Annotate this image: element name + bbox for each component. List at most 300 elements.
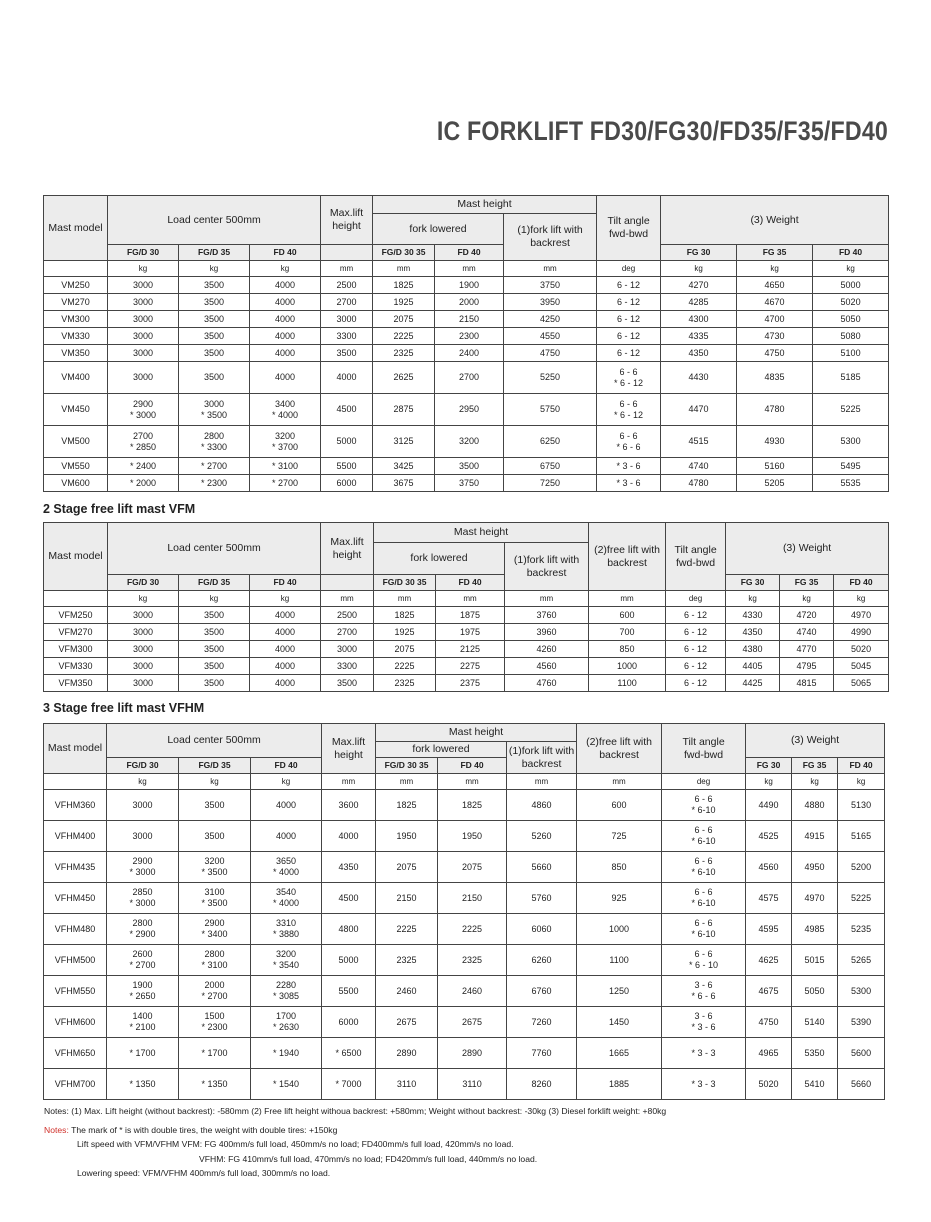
cell-text: 3500 [203, 347, 225, 358]
cell-text: 4350 [338, 861, 359, 872]
col-fgd30: FG/D 30 [108, 575, 179, 591]
value-cell [792, 1069, 838, 1100]
cell-text: * 6 - 12 [614, 409, 644, 420]
cell-text: 6 - 6 [694, 887, 713, 897]
cell-text: 3000 [132, 626, 154, 637]
value-cell [737, 294, 813, 311]
value-cell [376, 883, 438, 914]
value-cell [834, 658, 889, 675]
cell-text: 725 [611, 830, 627, 841]
value-cell [577, 1038, 662, 1069]
cell-text: 1100 [609, 954, 629, 965]
value-cell [504, 362, 597, 394]
value-cell [108, 328, 179, 345]
model-cell [44, 394, 108, 426]
cell-text: * 3100 [272, 460, 299, 471]
cell-text: * 3 - 6 [616, 460, 641, 471]
value-cell [108, 641, 179, 658]
cell-text: 1925 [393, 296, 414, 307]
value-cell [792, 945, 838, 976]
value-cell [374, 624, 436, 641]
value-cell [436, 641, 505, 658]
cell-text: 3000 [132, 279, 154, 290]
value-cell [737, 311, 813, 328]
cell-text: 4950 [804, 861, 825, 872]
cell-text: 4595 [758, 923, 779, 934]
cell-text: * 6-10 [691, 836, 716, 846]
value-cell [746, 914, 792, 945]
cell-text: 3500 [337, 677, 358, 688]
cell-text: * 2650 [129, 991, 156, 1001]
cell-text: 5390 [851, 1016, 872, 1027]
value-cell [108, 607, 179, 624]
value-cell [322, 945, 376, 976]
value-cell [376, 1069, 438, 1100]
col-fd40-lowered: FD 40 [436, 575, 505, 591]
value-cell [321, 624, 374, 641]
col-fg35: FG 35 [780, 575, 834, 591]
cell-text: 2225 [462, 923, 483, 934]
value-cell [179, 914, 251, 945]
cell-text: 3650 [276, 856, 297, 866]
unit-cell: mm [373, 261, 435, 277]
value-cell [597, 277, 661, 294]
cell-text: 3500 [204, 830, 225, 841]
cell-text: * 3300 [200, 441, 228, 452]
cell-text: 4425 [742, 677, 763, 688]
table-row [44, 1007, 885, 1038]
value-cell [376, 976, 438, 1007]
value-cell [108, 475, 179, 492]
cell-text: 5020 [758, 1078, 779, 1089]
unit-cell: deg [666, 591, 726, 607]
cell-text: 6 - 12 [684, 609, 708, 620]
cell-text: 2150 [462, 892, 483, 903]
cell-text: VM330 [61, 330, 90, 341]
value-cell [666, 675, 726, 692]
value-cell [374, 607, 436, 624]
cell-text: 6000 [338, 1016, 359, 1027]
unit-cell: mm [374, 591, 436, 607]
value-cell [251, 852, 322, 883]
unit-cell: kg [661, 261, 737, 277]
value-cell [577, 945, 662, 976]
value-cell [726, 658, 780, 675]
cell-text: 1665 [609, 1047, 630, 1058]
value-cell [250, 624, 321, 641]
cell-text: 4740 [688, 460, 709, 471]
value-cell [438, 976, 507, 1007]
value-cell [505, 607, 589, 624]
unit-cell: kg [107, 774, 179, 790]
model-cell [44, 426, 108, 458]
value-cell [435, 294, 504, 311]
cell-text: 3000 [337, 643, 358, 654]
value-cell [504, 294, 597, 311]
unit-cell: kg [780, 591, 834, 607]
cell-text: 2300 [459, 330, 480, 341]
value-cell [838, 790, 885, 821]
cell-text: 4990 [851, 626, 872, 637]
value-cell [780, 658, 834, 675]
cell-text: * 3 - 3 [691, 1078, 716, 1089]
value-cell [251, 1069, 322, 1100]
cell-text: 5000 [338, 954, 359, 965]
value-cell [179, 658, 250, 675]
value-cell [179, 821, 251, 852]
cell-text: 5235 [851, 923, 872, 934]
load-center-header: Load center 500mm [107, 724, 322, 758]
cell-text: VFM270 [58, 626, 93, 637]
col-fd40-weight: FD 40 [838, 758, 885, 774]
value-cell [250, 328, 321, 345]
cell-text: 6 - 6 [694, 949, 713, 959]
value-cell [577, 1007, 662, 1038]
cell-text: 6 - 6 [694, 856, 713, 866]
unit-cell: kg [179, 774, 251, 790]
value-cell [438, 914, 507, 945]
value-cell [792, 1038, 838, 1069]
cell-text: 5020 [851, 643, 872, 654]
cell-text: 2800 [132, 918, 153, 928]
cell-text: 2075 [394, 643, 415, 654]
col-fd40-weight: FD 40 [834, 575, 889, 591]
value-cell [179, 277, 250, 294]
cell-text: * 3000 [129, 898, 156, 908]
value-cell [780, 641, 834, 658]
cell-text: 1100 [617, 677, 637, 688]
model-cell [44, 362, 108, 394]
value-cell [577, 976, 662, 1007]
cell-text: 5140 [804, 1016, 825, 1027]
mast-model-header: Mast model [44, 523, 108, 591]
value-cell [107, 852, 179, 883]
value-cell [251, 821, 322, 852]
table-row [44, 362, 889, 394]
cell-text: 4270 [688, 279, 709, 290]
cell-text: 4760 [536, 677, 557, 688]
value-cell [179, 607, 250, 624]
value-cell [834, 624, 889, 641]
value-cell [597, 394, 661, 426]
value-cell [251, 1038, 322, 1069]
cell-text: 600 [611, 799, 627, 810]
value-cell [504, 277, 597, 294]
cell-text: * 3100 [201, 960, 228, 970]
cell-text: 3200 [459, 436, 480, 446]
col-fg30: FG 30 [726, 575, 780, 591]
cell-text: VM250 [61, 279, 90, 290]
value-cell [322, 852, 376, 883]
value-cell [813, 345, 889, 362]
value-cell [107, 1038, 179, 1069]
cell-text: VFHM650 [54, 1047, 96, 1058]
cell-text: * 6500 [335, 1047, 362, 1058]
cell-text: 6 - 12 [617, 313, 641, 324]
value-cell [792, 976, 838, 1007]
value-cell [435, 475, 504, 492]
value-cell [589, 641, 666, 658]
cell-text: 5050 [840, 313, 861, 324]
value-cell [661, 362, 737, 394]
value-cell [321, 311, 373, 328]
model-cell [44, 1007, 107, 1038]
value-cell [838, 945, 885, 976]
tilt-angle-header [597, 196, 661, 261]
value-cell [813, 362, 889, 394]
value-cell [792, 883, 838, 914]
cell-text: 1400 [132, 1011, 153, 1021]
cell-text: 1825 [394, 609, 415, 620]
value-cell [746, 852, 792, 883]
value-cell [438, 883, 507, 914]
value-cell [661, 294, 737, 311]
cell-text: 5300 [840, 436, 861, 446]
cell-text: 2900 [204, 918, 225, 928]
model-cell [44, 277, 108, 294]
value-cell [179, 426, 250, 458]
value-cell [737, 475, 813, 492]
value-cell [737, 426, 813, 458]
unit-cell: kg [179, 591, 250, 607]
value-cell [505, 624, 589, 641]
cell-text: 2075 [393, 313, 414, 324]
value-cell [179, 294, 250, 311]
value-cell [107, 976, 179, 1007]
col-fg35: FG 35 [737, 245, 813, 261]
value-cell [838, 1007, 885, 1038]
value-cell [250, 675, 321, 692]
value-cell [661, 426, 737, 458]
cell-text: 4350 [742, 626, 763, 637]
value-cell [813, 328, 889, 345]
cell-text: 5225 [840, 404, 861, 414]
cell-text: 3500 [459, 460, 480, 471]
value-cell [662, 1069, 746, 1100]
value-cell [577, 821, 662, 852]
model-cell [44, 976, 107, 1007]
cell-text: * 2700 [201, 991, 228, 1001]
cell-text: 2800 [203, 430, 225, 441]
cell-text: 2500 [337, 609, 358, 620]
fork-lowered-header: fork lowered [374, 543, 505, 575]
cell-text: * 1700 [201, 1047, 228, 1058]
value-cell [251, 976, 322, 1007]
cell-text: 4260 [536, 643, 557, 654]
cell-text: 3500 [203, 626, 225, 637]
cell-text: * 2000 [129, 477, 157, 488]
table-row [44, 426, 889, 458]
cell-text: 6 - 6 [619, 430, 638, 441]
value-cell [589, 658, 666, 675]
cell-text: VFHM360 [54, 799, 96, 810]
cell-text: * 3 - 6 [691, 1022, 716, 1032]
value-cell [107, 1069, 179, 1100]
model-cell [44, 311, 108, 328]
model-cell [44, 914, 107, 945]
unit-cell: kg [108, 261, 179, 277]
cell-text: * 6-10 [691, 805, 716, 815]
cell-text: * 2900 [129, 929, 156, 939]
value-cell [373, 362, 435, 394]
value-cell [108, 362, 179, 394]
value-cell [662, 821, 746, 852]
cell-text: 4000 [275, 313, 296, 324]
value-cell [438, 1038, 507, 1069]
cell-text: 2000 [459, 296, 480, 307]
value-cell [507, 821, 577, 852]
value-cell [597, 345, 661, 362]
cell-text: 6260 [531, 954, 552, 965]
value-cell [179, 852, 251, 883]
table-row [44, 821, 885, 852]
cell-text: 2460 [396, 985, 417, 996]
value-cell [435, 394, 504, 426]
cell-text: 4000 [276, 799, 297, 810]
value-cell [250, 345, 321, 362]
value-cell [661, 277, 737, 294]
cell-text: 600 [619, 609, 635, 620]
cell-text: 3960 [536, 626, 557, 637]
value-cell [376, 790, 438, 821]
value-cell [108, 294, 179, 311]
table-row [44, 790, 885, 821]
cell-text: 3000 [336, 313, 357, 324]
cell-text: 4500 [338, 892, 359, 903]
cell-text: * 4000 [273, 898, 300, 908]
value-cell [435, 345, 504, 362]
value-cell [504, 311, 597, 328]
cell-text: 1925 [394, 626, 415, 637]
cell-text: VM350 [61, 347, 90, 358]
cell-text: 6250 [540, 436, 561, 446]
model-cell [44, 328, 108, 345]
cell-text: 5535 [840, 477, 861, 488]
value-cell [597, 426, 661, 458]
value-cell [737, 345, 813, 362]
table-row [44, 394, 889, 426]
cell-text: 3110 [396, 1078, 417, 1089]
value-cell [438, 790, 507, 821]
unit-cell: kg [813, 261, 889, 277]
table-row [44, 1038, 885, 1069]
cell-text: 5660 [851, 1078, 872, 1089]
cell-text: 4780 [764, 404, 785, 414]
tilt-angle-label: Tilt angle [607, 215, 650, 227]
table-row [44, 883, 885, 914]
cell-text: 2375 [460, 677, 481, 688]
cell-text: * 1350 [201, 1078, 228, 1089]
cell-text: 3500 [336, 347, 357, 358]
value-cell [504, 328, 597, 345]
free-lift-header: (2)free lift with backrest [589, 523, 666, 591]
value-cell [746, 790, 792, 821]
cell-text: * 3 - 3 [691, 1047, 716, 1058]
unit-cell: kg [179, 261, 250, 277]
value-cell [577, 790, 662, 821]
fork-lift-backrest-header: (1)fork lift with backrest [504, 214, 597, 261]
value-cell [577, 883, 662, 914]
value-cell [179, 641, 250, 658]
value-cell [373, 311, 435, 328]
unit-cell: kg [838, 774, 885, 790]
cell-text: 4560 [536, 660, 557, 671]
cell-text: 1700 [276, 1011, 297, 1021]
value-cell [666, 658, 726, 675]
cell-text: * 3500 [201, 867, 228, 877]
cell-text: 5100 [840, 347, 861, 358]
notes-line-4: VFHM: FG 410mm/s full load, 470mm/s no load; FD420mm/s full load, 440mm/s no load. [199, 1154, 538, 1164]
unit-cell: mm [436, 591, 505, 607]
unit-cell: deg [597, 261, 661, 277]
cell-text: 4380 [742, 643, 763, 654]
cell-text: 2700 [337, 626, 358, 637]
value-cell [666, 641, 726, 658]
cell-text: 2225 [394, 660, 415, 671]
cell-text: 5500 [338, 985, 359, 996]
value-cell [321, 394, 373, 426]
value-cell [321, 641, 374, 658]
value-cell [507, 1069, 577, 1100]
value-cell [507, 1007, 577, 1038]
tilt-angle-label: Tilt angle [674, 543, 717, 556]
table-row [44, 328, 889, 345]
value-cell [505, 641, 589, 658]
cell-text: 4560 [758, 861, 779, 872]
cell-text: 4720 [796, 609, 817, 620]
load-center-header: Load center 500mm [108, 196, 321, 245]
cell-text: * 3500 [201, 898, 228, 908]
value-cell [780, 607, 834, 624]
value-cell [321, 426, 373, 458]
table-row [44, 641, 889, 658]
tilt-angle-label: Tilt angle [682, 735, 725, 748]
value-cell [792, 790, 838, 821]
cell-text: 1000 [617, 660, 638, 671]
cell-text: 4835 [764, 372, 785, 382]
value-cell [376, 945, 438, 976]
cell-text: VM600 [61, 477, 90, 488]
table-row [44, 1069, 885, 1100]
cell-text: 4000 [275, 279, 296, 290]
notes-line-3: Lift speed with VFM/VFHM VFM: FG 400mm/s full load, 450mm/s no load; FD400mm/s full load, 420mm/s no load. [77, 1139, 514, 1149]
cell-text: 6 - 12 [684, 626, 708, 637]
cell-text: 1950 [396, 830, 417, 841]
cell-text: 4650 [764, 279, 785, 290]
value-cell [504, 426, 597, 458]
cell-text: 1900 [132, 980, 153, 990]
value-cell [321, 475, 373, 492]
cell-text: 6060 [531, 923, 552, 934]
cell-text: 1950 [462, 830, 483, 841]
cell-text: 3540 [276, 887, 297, 897]
value-cell [179, 883, 251, 914]
cell-text: 3500 [204, 799, 225, 810]
cell-text: 2890 [396, 1047, 417, 1058]
value-cell [737, 362, 813, 394]
value-cell [322, 914, 376, 945]
cell-text: 2460 [462, 985, 483, 996]
value-cell [726, 624, 780, 641]
value-cell [780, 675, 834, 692]
value-cell [107, 883, 179, 914]
cell-text: 4000 [276, 830, 297, 841]
cell-text: * 2700 [200, 460, 228, 471]
cell-text: 2800 [204, 949, 225, 959]
cell-text: 5160 [764, 460, 785, 471]
value-cell [726, 641, 780, 658]
model-cell [44, 945, 107, 976]
